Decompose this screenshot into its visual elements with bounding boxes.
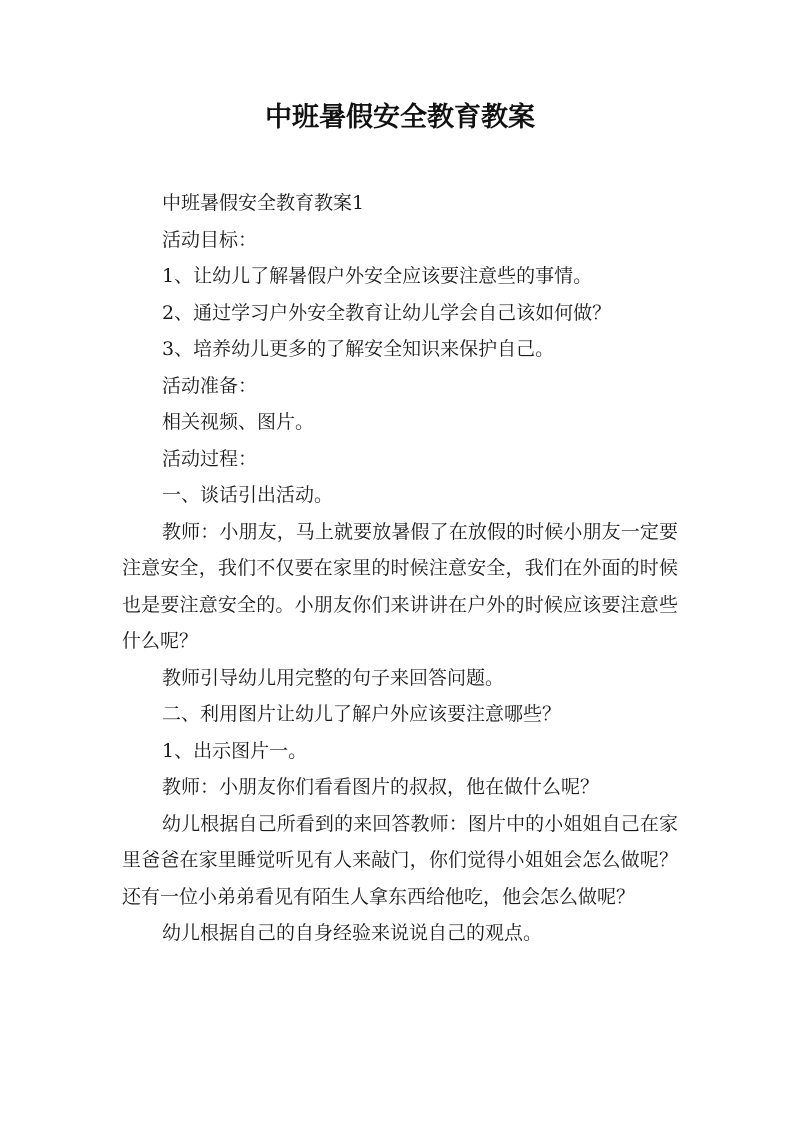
paragraph-children-opinion: 幼儿根据自己的自身经验来说说自己的观点。	[162, 922, 543, 944]
paragraph-preparation: 相关视频、图片。	[162, 411, 315, 433]
paragraph-step-2: 二、利用图片让幼儿了解户外应该要注意哪些？	[162, 703, 562, 725]
paragraph-process-label: 活动过程：	[162, 447, 258, 470]
paragraph-teacher-intro: 教师：小朋友，马上就要放暑假了在放假的时候小朋友一定要注意安全，我们不仅要在家里的时候注意安全，我们在外面的时候也是要注意安全的。小朋友你们来讲讲在户外的时候应该要注意些什么呢？	[122, 520, 678, 652]
paragraph-teacher-question: 教师：小朋友你们看看图片的叔叔，他在做什么呢？	[162, 776, 600, 798]
paragraph-children-answer: 幼儿根据自己所看到的来回答教师：图片中的小姐姐自己在家里爸爸在家里睡觉听见有人来敲门，你们觉得小姐姐会怎么做呢？还有一位小弟弟看见有陌生人拿东西给他吃，他会怎么做呢？	[122, 812, 678, 908]
paragraph-teacher-guide: 教师引导幼儿用完整的句子来回答问题。	[162, 666, 505, 689]
paragraph-objective-1: 1、让幼儿了解暑假户外安全应该要注意些的事情。	[162, 265, 593, 287]
document-body	[122, 185, 678, 952]
paragraph-preparation-label: 活动准备：	[162, 374, 258, 397]
paragraph-step-1: 一、谈话引出活动。	[162, 484, 334, 506]
paragraph-show-picture: 1、出示图片一。	[162, 739, 308, 762]
paragraph-objectives-label: 活动目标：	[162, 228, 258, 251]
paragraph-heading: 中班暑假安全教育教案1	[162, 192, 365, 214]
document-title: 中班暑假安全教育教案	[265, 102, 535, 133]
paragraph-objective-2: 2、通过学习户外安全教育让幼儿学会自己该如何做？	[162, 301, 612, 324]
paragraph-objective-3: 3、培养幼儿更多的了解安全知识来保护自己。	[162, 338, 555, 360]
